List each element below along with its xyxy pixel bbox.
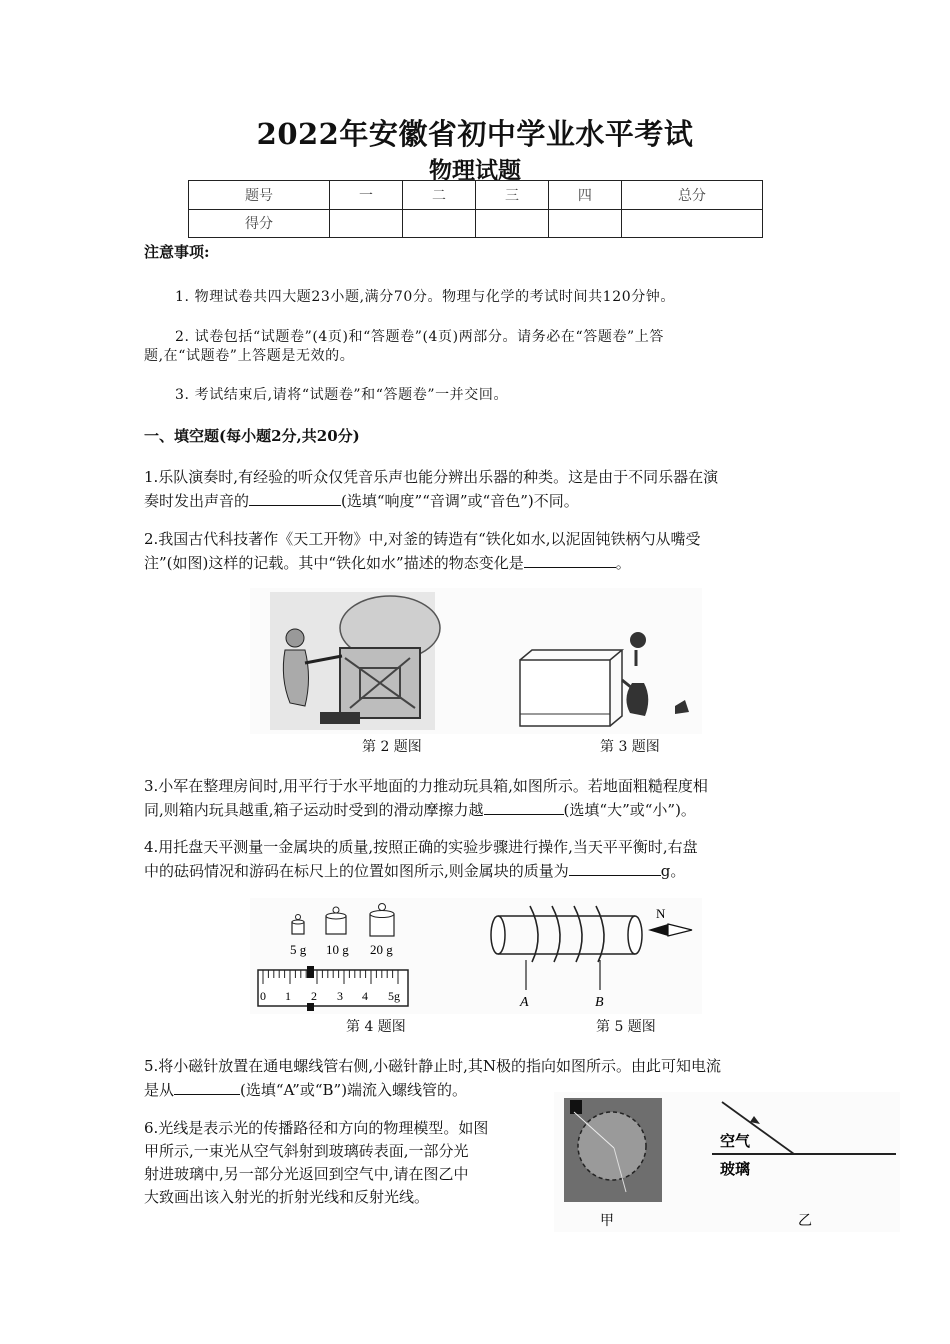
figure-5-caption: 第 5 题图 [596, 1019, 656, 1035]
question-text: 大致画出该入射光的折射光线和反射光线。 [144, 1188, 430, 1206]
question-text: (选填“A”或“B”)端流入螺线管的。 [240, 1081, 468, 1099]
question-text: 甲所示,一束光从空气斜射到玻璃砖表面,一部分光 [144, 1142, 469, 1160]
question-text: 奏时发出声音的 [144, 492, 250, 510]
solenoid-right-end [628, 916, 642, 954]
question-text: 2.我国古代科技著作《天工开物》中,对釜的铸造有“铁化如水,以泥固钝铁柄勺从嘴受 [144, 530, 701, 548]
scale-tick-label: 4 [362, 989, 368, 1003]
weight-10g [326, 907, 346, 934]
scale-tick-label: 2 [311, 989, 317, 1003]
score-cell[interactable] [548, 209, 621, 238]
score-cell: 四 [548, 181, 621, 210]
question-text: 4.用托盘天平测量一金属块的质量,按照正确的实验步骤进行操作,当天平平衡时,右盘 [144, 838, 698, 856]
shoe [675, 700, 689, 714]
score-cell[interactable] [403, 209, 476, 238]
scale-tick-label: 5g [388, 989, 400, 1003]
question-4 [144, 836, 809, 883]
question-1 [144, 466, 809, 513]
worker-head [286, 629, 304, 647]
solenoid-left-end [491, 916, 505, 954]
notice-item-1: 1. 物理试卷共四大题23小题,满分70分。物理与化学的考试时间共120分钟。 [175, 289, 676, 305]
score-table-header-row [189, 181, 763, 210]
end-b-label: B [595, 995, 604, 1010]
score-table [188, 180, 763, 238]
score-cell: 题号 [189, 181, 330, 210]
weight-20g [370, 904, 394, 937]
score-cell[interactable] [621, 209, 762, 238]
answer-blank[interactable] [569, 859, 661, 876]
mould [320, 712, 360, 724]
section-heading: 一、填空题(每小题2分,共20分) [144, 427, 360, 445]
question-text: 注”(如图)这样的记载。其中“铁化如水”描述的物态变化是 [144, 554, 524, 572]
question-text: g。 [660, 862, 686, 880]
score-cell: 一 [330, 181, 403, 210]
figure-6 [554, 1092, 900, 1232]
score-cell: 二 [403, 181, 476, 210]
weight-5g [292, 915, 304, 935]
notice-item-3: 3. 考试结束后,请将“试题卷”和“答题卷”一并交回。 [175, 387, 509, 403]
answer-blank[interactable] [484, 798, 564, 815]
question-text: 6.光线是表示光的传播路径和方向的物理模型。如图 [144, 1119, 489, 1137]
score-cell[interactable] [475, 209, 548, 238]
air-label: 空气 [720, 1134, 751, 1150]
weight-label: 5 g [290, 942, 307, 957]
label-yi: 乙 [798, 1214, 812, 1229]
figure-4-5 [250, 898, 702, 1014]
solenoid-tube [498, 916, 635, 954]
question-text: (选填“响度”“音调”或“音色”)不同。 [341, 492, 579, 510]
score-cell: 得分 [189, 209, 330, 238]
question-text: 同,则箱内玩具越重,箱子运动时受到的滑动摩擦力越 [144, 801, 484, 819]
answer-blank[interactable] [249, 489, 341, 506]
question-text: 射进玻璃中,另一部分光返回到空气中,请在图乙中 [144, 1165, 469, 1183]
figure-4-caption: 第 4 题图 [346, 1019, 406, 1035]
label-jia: 甲 [600, 1214, 614, 1229]
score-table-score-row [189, 209, 763, 238]
exam-subtitle: 物理试题 [429, 157, 521, 184]
score-cell: 总分 [621, 181, 762, 210]
notice-item-2: 2. 试卷包括“试题卷”(4页)和“答题卷”(4页)两部分。请务必在“答题卷”上答 [175, 329, 665, 345]
scale-tick-label: 3 [337, 989, 343, 1003]
needle-south [668, 924, 692, 936]
figure-3-caption: 第 3 题图 [600, 739, 660, 755]
end-a-label: A [520, 995, 529, 1010]
photo-corner [570, 1100, 582, 1114]
score-cell: 三 [475, 181, 548, 210]
notice-item-2-cont: 题,在“试题卷”上答题是无效的。 [144, 348, 355, 364]
weight-label: 20 g [370, 942, 393, 957]
scale-tick-label: 1 [285, 989, 291, 1003]
answer-blank[interactable] [524, 551, 616, 568]
figure-6-drawing [554, 1092, 900, 1232]
question-3 [144, 775, 809, 822]
question-text: 1.乐队演奏时,有经验的听众仅凭音乐声也能分辨出乐器的种类。这是由于不同乐器在演 [144, 468, 719, 486]
question-text: 。 [615, 554, 631, 572]
notice-heading: 注意事项: [144, 243, 210, 261]
glass-label: 玻璃 [720, 1162, 751, 1178]
boy-head [630, 632, 646, 648]
figure-2-3-drawing [250, 588, 702, 734]
question-text: 5.将小磁针放置在通电螺线管右侧,小磁针静止时,其N极的指向如图所示。由此可知电流 [144, 1057, 721, 1075]
question-6 [144, 1117, 544, 1209]
figure-2-3 [250, 588, 702, 734]
answer-blank[interactable] [174, 1078, 240, 1095]
question-2 [144, 528, 809, 575]
question-text: 是从 [144, 1081, 175, 1099]
question-text: (选填“大”或“小”)。 [563, 801, 696, 819]
boy-arm [622, 680, 632, 688]
figure-2-caption: 第 2 题图 [362, 739, 422, 755]
score-cell[interactable] [330, 209, 403, 238]
scale-tick-label: 0 [260, 989, 266, 1003]
toy-box [520, 660, 610, 726]
question-text: 3.小军在整理房间时,用平行于水平地面的力推动玩具箱,如图所示。若地面粗糙程度相 [144, 777, 708, 795]
exam-title: 2022年安徽省初中学业水平考试 [256, 117, 694, 151]
weight-label: 10 g [326, 942, 349, 957]
needle-north [648, 924, 668, 936]
figure-4-5-drawing [250, 898, 702, 1014]
rider-top [307, 966, 314, 978]
needle-n-label: N [656, 906, 666, 921]
question-text: 中的砝码情况和游码在标尺上的位置如图所示,则金属块的质量为 [144, 862, 569, 880]
rider-bottom [307, 1003, 314, 1011]
